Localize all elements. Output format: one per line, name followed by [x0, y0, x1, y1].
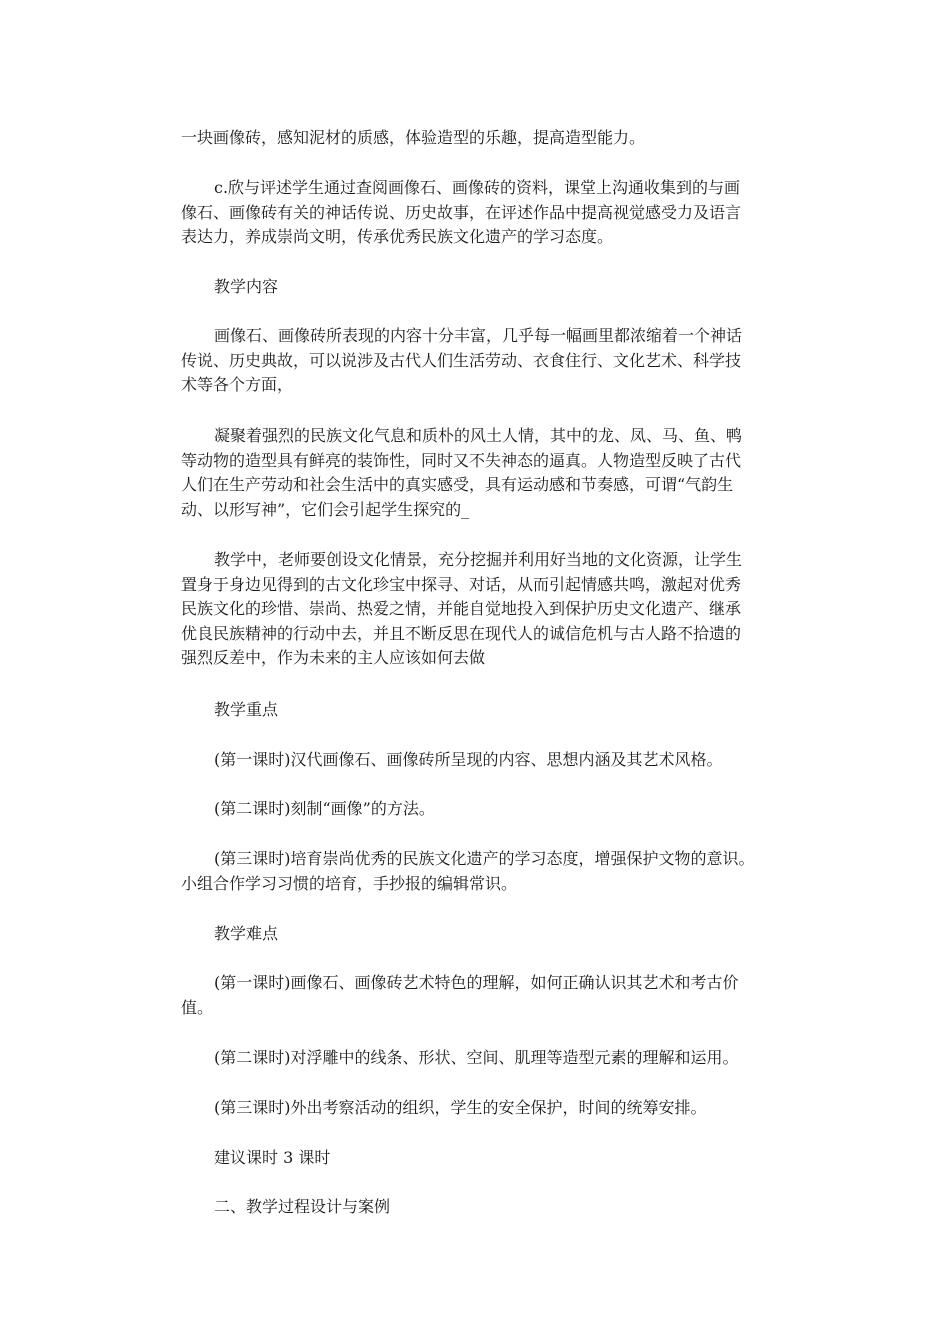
paragraph-skill-goal-continuation [181, 126, 781, 151]
paragraph-cultural-atmosphere [181, 424, 781, 522]
text-line: 凝聚着强烈的民族文化气息和质朴的风土人情，其中的龙、凤、马、鱼、鸭 [214, 426, 743, 445]
section-heading: 教学难点 [214, 924, 279, 943]
text-line: 值。 [181, 997, 214, 1017]
difficulty-lesson-2 [181, 1046, 781, 1071]
text-line: 置身于身边见得到的古文化珍宝中探寻、对话，从而引起情感共鸣，激起对优秀 [181, 574, 742, 594]
text-line: 等动物的造型具有鲜亮的装饰性，同时又不失神态的逼真。人物造型反映了古代 [181, 450, 742, 470]
text-line: (第三课时)培育崇尚优秀的民族文化遗产的学习态度，增强保护文物的意识。 [214, 849, 755, 868]
text-line: 动、以形写神”，它们会引起学生探究的_ [181, 499, 470, 519]
text-line: 强烈反差中，作为未来的主人应该如何去做 [181, 648, 486, 667]
paragraph-appreciation-goal [181, 176, 781, 250]
text-line: (第一课时)画像石、画像砖艺术特色的理解，如何正确认识其艺术和考古价 [214, 973, 739, 992]
key-point-lesson-3 [181, 847, 781, 896]
text-line: 教学中，老师要创设文化情景，充分挖掘并利用好当地的文化资源，让学生 [214, 550, 743, 569]
heading-teaching-content [181, 275, 781, 300]
section-heading: 教学重点 [214, 700, 279, 719]
paragraph-teaching-approach [181, 548, 781, 671]
heading-difficulties [181, 922, 781, 947]
section-heading: 教学内容 [214, 277, 279, 296]
text-line: 传说、历史典故，可以说涉及古代人们生活劳动、衣食住行、文化艺术、科学技 [181, 350, 742, 370]
suggested-lesson-hours [181, 1146, 781, 1171]
text-line: 表达力，养成崇尚文明，传承优秀民族文化遗产的学习态度。 [181, 227, 614, 246]
text-line: 民族文化的珍惜、崇尚、热爱之情，并能自觉地投入到保护历史文化遗产、继承 [181, 599, 742, 618]
text-line: (第一课时)汉代画像石、画像砖所呈现的内容、思想内涵及其艺术风格。 [214, 750, 723, 769]
text-line: 像石、画像砖有关的神话传说、历史故事，在评述作品中提高视觉感受力及语言 [181, 202, 742, 222]
text-line: 人们在生产劳动和社会生活中的真实感受，具有运动感和节奏感，可谓“气韵生 [181, 475, 734, 494]
text-line: 优良民族精神的行动中去，并且不断反思在现代人的诚信危机与古人路不拾遗的 [181, 623, 742, 643]
key-point-lesson-1 [181, 748, 781, 773]
heading-teaching-process [181, 1195, 781, 1220]
text-line: 术等各个方面， [181, 375, 294, 394]
text-line: c.欣与评述学生通过查阅画像石、画像砖的资料，课堂上沟通收集到的与画 [214, 178, 741, 197]
difficulty-lesson-1 [181, 971, 781, 1020]
text-line: (第二课时)刻制“画像”的方法。 [214, 799, 435, 818]
paragraph-content-description [181, 324, 781, 398]
text-line: (第三课时)外出考察活动的组织，学生的安全保护，时间的统筹安排。 [214, 1098, 707, 1117]
text-line: (第二课时)对浮雕中的线条、形状、空间、肌理等造型元素的理解和运用。 [214, 1048, 739, 1067]
text-line: 一块画像砖，感知泥材的质感，体验造型的乐趣，提高造型能力。 [181, 128, 646, 147]
key-point-lesson-2 [181, 797, 781, 822]
heading-key-points [181, 698, 781, 723]
text-line: 画像石、画像砖所表现的内容十分丰富，几乎每一幅画里都浓缩着一个神话 [214, 326, 743, 345]
text-line: 建议课时 3 课时 [214, 1148, 331, 1167]
section-heading: 二、教学过程设计与案例 [214, 1197, 391, 1216]
difficulty-lesson-3 [181, 1096, 781, 1121]
text-line: 小组合作学习习惯的培育，手抄报的编辑常识。 [181, 873, 518, 893]
